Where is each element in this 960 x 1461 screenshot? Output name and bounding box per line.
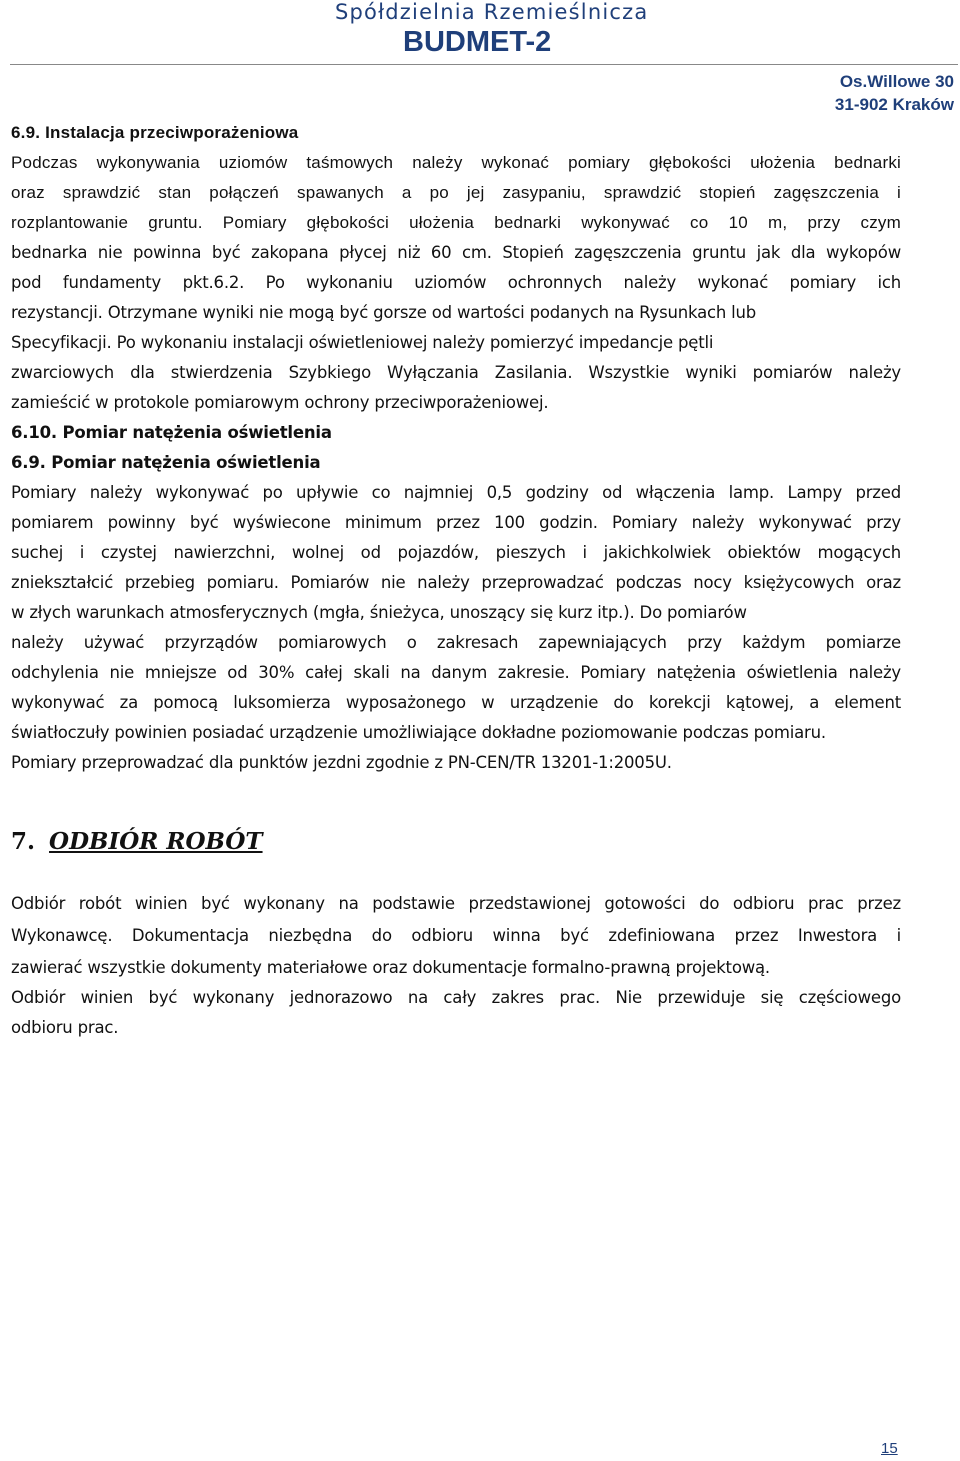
section-heading-instalacja: 6.9. Instalacja przeciwporażeniowa <box>11 123 299 142</box>
paragraph-line: wykonywać za pomocą luksomierza wyposażonego w urządzenie do korekcji kątowej, a element <box>11 693 901 712</box>
paragraph-line: rezystancji. Otrzymane wyniki nie mogą być gorsze od wartości podanych na Rysunkach lub <box>11 303 757 322</box>
paragraph-line: odchylenia nie mniejsze od 30% całej skali na danym zakresie. Pomiary natężenia oświetlenia należy <box>11 663 901 682</box>
section-heading-6-10: 6.10. Pomiar natężenia oświetlenia <box>11 423 332 442</box>
section-7-heading <box>11 828 263 855</box>
paragraph-line: suchej i czystej nawierzchni, wolnej od pojazdów, pieszych i jakichkolwiek obiektów mogących <box>11 543 901 562</box>
paragraph-line: zniekształcić przebieg pomiaru. Pomiarów nie należy przeprowadzać podczas nocy księżycowych oraz <box>11 573 901 592</box>
paragraph-line: odbioru prac. <box>11 1018 119 1037</box>
header-company-name: Spółdzielnia Rzemieślnicza <box>335 0 649 24</box>
header-brand-name: BUDMET-2 <box>403 26 552 58</box>
section-heading-pomiar: 6.9. Pomiar natężenia oświetlenia <box>11 453 321 472</box>
paragraph-line: Podczas wykonywania uziomów taśmowych należy wykonać pomiary głębokości ułożenia bednarki <box>11 153 901 172</box>
header-address-street: Os.Willowe 30 <box>839 72 954 91</box>
paragraph-line: pod fundamenty pkt.6.2. Po wykonaniu uziomów ochronnych należy wykonać pomiary ich <box>11 273 901 292</box>
paragraph-line: Wykonawcę. Dokumentacja niezbędna do odbioru winna być zdefiniowana przez Inwestora i <box>11 926 901 945</box>
paragraph-line: Specyfikacji. Po wykonaniu instalacji oświetleniowej należy pomierzyć impedancje pętli <box>11 333 714 352</box>
header-divider <box>10 64 958 65</box>
paragraph-line: oraz sprawdzić stan połączeń spawanych a po jej zasypaniu, sprawdzić stopień zagęszczenia i <box>11 183 901 202</box>
paragraph-line: rozplantowanie gruntu. Pomiary głębokości ułożenia bednarki wykonywać co 10 m, przy czym <box>11 213 901 232</box>
paragraph-line: zwarciowych dla stwierdzenia Szybkiego Wyłączania Zasilania. Wszystkie wyniki pomiarów należy <box>11 363 901 382</box>
paragraph-line: światłoczuły powinien posiadać urządzenie umożliwiające dokładne poziomowanie podczas pomiaru. <box>11 723 826 742</box>
paragraph-line: Odbiór robót winien być wykonany na podstawie przedstawionej gotowości do odbioru prac przez <box>11 894 901 913</box>
paragraph-line: zamieścić w protokole pomiarowym ochrony przeciwporażeniowej. <box>11 393 549 412</box>
paragraph-line: zawierać wszystkie dokumenty materiałowe oraz dokumentacje formalno-prawną projektową. <box>11 958 770 977</box>
section-7-body <box>11 888 901 1044</box>
paragraph-line: pomiarem powinny być wyświecone minimum przez 100 godzin. Pomiary należy wykonywać przy <box>11 513 901 532</box>
paragraph-line: Pomiary przeprowadzać dla punktów jezdni zgodnie z PN-CEN/TR 13201-1:2005U. <box>11 753 672 772</box>
section-7-title: ODBIÓR ROBÓT <box>49 828 263 855</box>
section-7-number: 7. <box>11 828 36 855</box>
page-number: 15 <box>881 1440 898 1457</box>
paragraph-line: bednarka nie powinna być zakopana płycej niż 60 cm. Stopień zagęszczenia gruntu jak dla wykopów <box>11 243 901 262</box>
document-body <box>11 120 901 778</box>
header-address-city: 31-902 Kraków <box>834 95 954 114</box>
paragraph-line: należy używać przyrządów pomiarowych o zakresach zapewniających przy każdym pomiarze <box>11 633 901 652</box>
paragraph-line: Pomiary należy wykonywać po upływie co najmniej 0,5 godziny od włączenia lamp. Lampy przed <box>11 483 901 502</box>
paragraph-line: Odbiór winien być wykonany jednorazowo na cały zakres prac. Nie przewiduje się częściowego <box>11 988 901 1007</box>
paragraph-line: w złych warunkach atmosferycznych (mgła, śnieżyca, unoszący się kurz itp.). Do pomiarów <box>11 603 747 622</box>
